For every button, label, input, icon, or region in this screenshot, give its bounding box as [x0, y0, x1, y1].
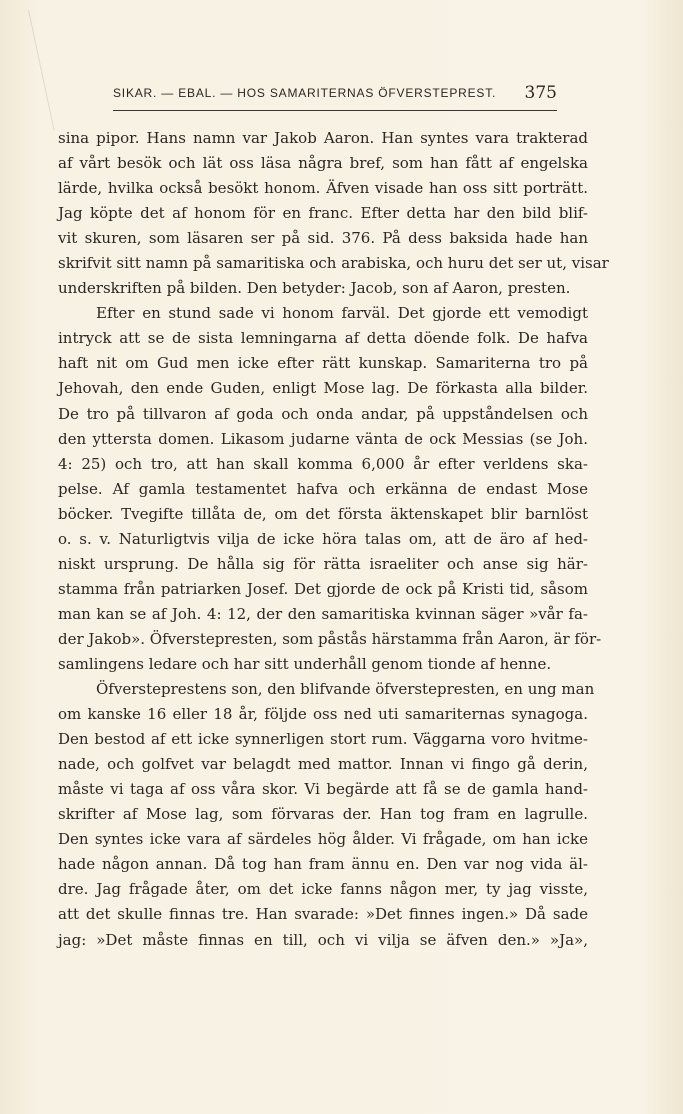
running-title: SIKAR. — EBAL. — HOS SAMARITERNAS ÖFVERSTEPREST.	[113, 86, 497, 100]
text-line: Jehovah, den ende Guden, enligt Mose lag. De förkasta alla bilder.	[58, 379, 588, 398]
text-line: der Jakob». Öfverstepresten, som påstås härstamma från Aaron, är för-	[58, 629, 602, 648]
text-line: Öfversteprestens son, den blifvande öfverstepresten, en ung man	[96, 680, 595, 699]
text-line: Den bestod af ett icke synnerligen stort rum. Väggarna voro hvitme-	[58, 730, 588, 749]
running-header	[113, 83, 557, 111]
text-line: niskt ursprung. De hålla sig för rätta israeliter och anse sig här-	[58, 554, 588, 573]
text-line: vit skuren, som läsaren ser på sid. 376. På dess baksida hade han	[58, 229, 588, 248]
text-line: stamma från patriarken Josef. Det gjorde de ock på Kristi tid, såsom	[58, 579, 588, 598]
text-line: samlingens ledare och har sitt underhåll genom tionde af henne.	[58, 654, 552, 673]
text-line: Den syntes icke vara af särdeles hög ålder. Vi frågade, om han icke	[58, 830, 588, 849]
text-line: lärde, hvilka också besökt honom. Äfven visade han oss sitt porträtt.	[58, 179, 588, 198]
text-line: skrifvit sitt namn på samaritiska och arabiska, och huru det ser ut, visar	[58, 254, 609, 273]
page-fold-shadow	[0, 10, 55, 130]
text-line: De tro på tillvaron af goda och onda andar, på uppståndelsen och	[58, 404, 588, 423]
text-line: om kanske 16 eller 18 år, följde oss ned uti samariternas synagoga.	[58, 705, 588, 724]
text-line: underskriften på bilden. Den betyder: Jacob, son af Aaron, presten.	[58, 279, 571, 298]
text-line: man kan se af Joh. 4: 12, der den samaritiska kvinnan säger »vår fa-	[58, 604, 588, 623]
text-line: intryck att se de sista lemningarna af detta döende folk. De hafva	[58, 329, 588, 348]
text-line: haft nit om Gud men icke efter rätt kunskap. Samariterna tro på	[58, 354, 588, 373]
text-line: jag: »Det måste finnas en till, och vi vilja se äfven den.» »Ja»,	[58, 930, 588, 949]
text-line: måste vi taga af oss våra skor. Vi begärde att få se de gamla hand-	[58, 780, 588, 799]
text-line: Efter en stund sade vi honom farväl. Det gjorde ett vemodigt	[96, 304, 588, 323]
text-line: böcker. Tvegifte tillåta de, om det första äktenskapet blir barnlöst	[58, 504, 588, 523]
text-line: af vårt besök och lät oss läsa några bref, som han fått af engelska	[58, 154, 588, 173]
text-line: dre. Jag frågade åter, om det icke fanns någon mer, ty jag visste,	[58, 880, 588, 899]
text-line: pelse. Af gamla testamentet hafva och erkänna de endast Mose	[58, 479, 588, 498]
text-line: skrifter af Mose lag, som förvaras der. Han tog fram en lagrulle.	[58, 805, 588, 824]
page-number: 375	[524, 83, 557, 103]
text-line: hade någon annan. Då tog han fram ännu en. Den var nog vida äl-	[58, 855, 588, 874]
text-line: Jag köpte det af honom för en franc. Efter detta har den bild blif-	[58, 204, 588, 223]
text-line: att det skulle finnas tre. Han svarade: »Det finnes ingen.» Då sade	[58, 905, 588, 924]
text-line: 4: 25) och tro, att han skall komma 6,000 år efter verldens ska-	[58, 454, 588, 473]
body-text	[58, 126, 609, 953]
text-line: sina pipor. Hans namn var Jakob Aaron. Han syntes vara trakterad	[58, 129, 588, 147]
text-line: den yttersta domen. Likasom judarne vänta de ock Messias (se Joh.	[58, 429, 588, 448]
text-line: o. s. v. Naturligtvis vilja de icke höra talas om, att de äro af hed-	[58, 529, 588, 548]
text-line: nade, och golfvet var belagdt med mattor. Innan vi fingo gå derin,	[58, 755, 588, 774]
